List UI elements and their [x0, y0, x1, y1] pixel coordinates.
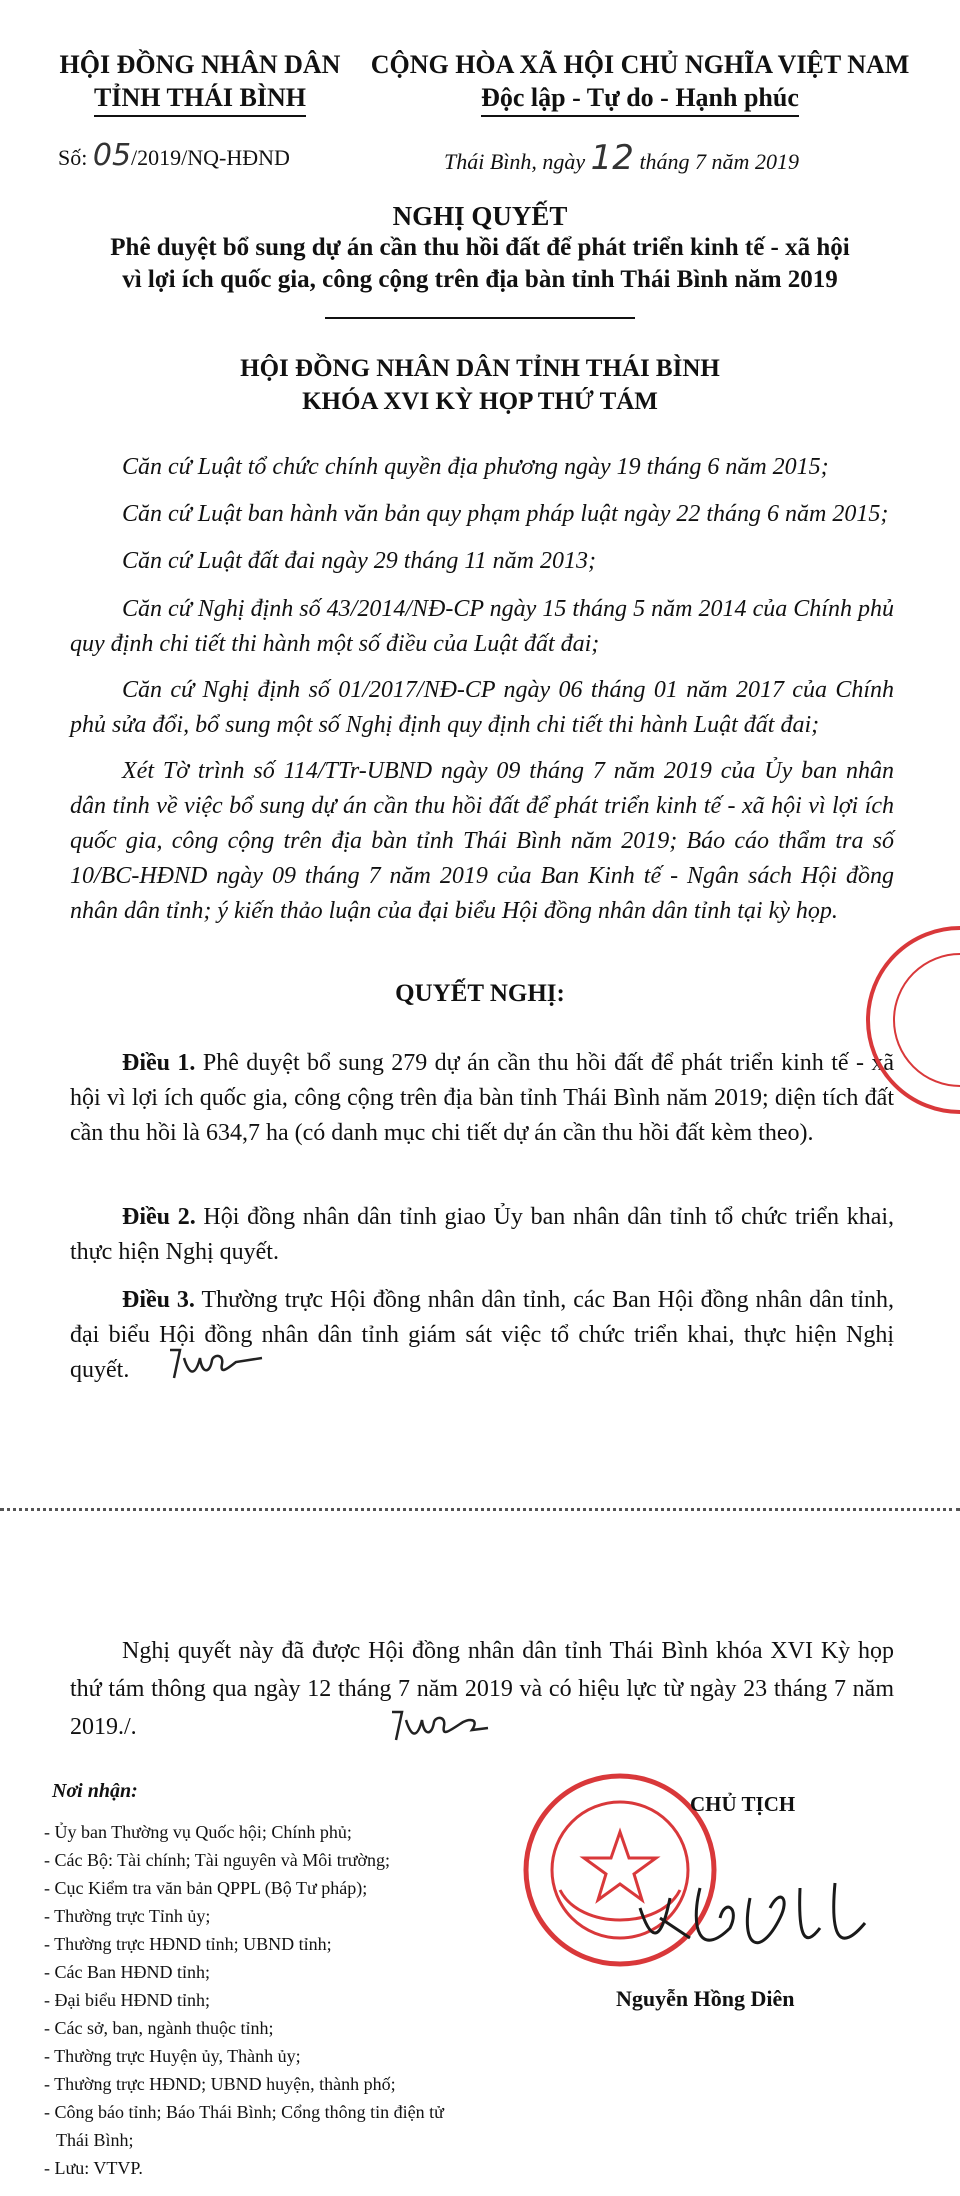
list-item: - Thường trực Tỉnh ủy;	[44, 1906, 211, 1926]
initial-mark-2	[388, 1706, 498, 1746]
article-2: Điều 2. Hội đồng nhân dân tỉnh giao Ủy ban nhân dân tỉnh tổ chức triển khai, thực hiện Nghị quyết.	[70, 1204, 895, 1265]
document-title	[40, 200, 920, 328]
list-item: - Thường trực Huyện ủy, Thành ủy;	[44, 2046, 301, 2066]
list-item: - Ủy ban Thường vụ Quốc hội; Chính phủ;	[44, 1822, 352, 1842]
closing-paragraph: Nghị quyết này đã được Hội đồng nhân dân tỉnh Thái Bình khóa XVI Kỳ họp thứ tám thông qua ngày 12 tháng 7 năm 2019 và có hiệu lực từ ngày 23 tháng 7 năm 2019./.	[70, 1638, 894, 1740]
recipients-heading: Nơi nhận:	[52, 1780, 138, 1802]
signer-name: Nguyễn Hồng Diên	[616, 1986, 795, 2011]
list-item: - Các Bộ: Tài chính; Tài nguyên và Môi trường;	[44, 1850, 391, 1870]
issuing-body	[40, 48, 360, 117]
org-line2: TỈNH THÁI BÌNH	[94, 81, 306, 117]
signer-title: CHỦ TỊCH	[690, 1792, 796, 1816]
list-item: - Thường trực HĐND tỉnh; UBND tỉnh;	[44, 1934, 332, 1954]
article-1: Điều 1. Phê duyệt bổ sung 279 dự án cần thu hồi đất để phát triển kinh tế - xã hội vì lợi ích quốc gia, công cộng trên địa bàn tỉnh Thái Bình năm 2019; diện tích đất cần thu hồi là 634,7 ha (có danh mục chi tiết dự án cần thu hồi đất kèm theo).	[70, 1050, 895, 1146]
list-item: - Đại biểu HĐND tỉnh;	[44, 1990, 210, 2010]
list-item: Thái Bình;	[56, 2130, 134, 2150]
nation-line1: CỘNG HÒA XÃ HỘI CHỦ NGHĨA VIỆT NAM	[370, 50, 910, 79]
page-break	[0, 1508, 960, 1511]
council-heading: HỘI ĐỒNG NHÂN DÂN TỈNH THÁI BÌNH KHÓA XVI KỲ HỌP THỨ TÁM	[240, 355, 720, 415]
document-date: Thái Bình, ngày 12 tháng 7 năm 2019	[444, 138, 799, 178]
list-item: - Các sở, ban, ngành thuộc tỉnh;	[44, 2018, 274, 2038]
document-type: NGHỊ QUYẾT	[392, 201, 568, 231]
recipients-list	[44, 1818, 564, 2182]
nation-motto: Độc lập - Tự do - Hạnh phúc	[481, 81, 799, 117]
basis-1: Căn cứ Luật tổ chức chính quyền địa phương ngày 19 tháng 6 năm 2015;	[122, 454, 829, 480]
seal-fragment	[860, 920, 960, 1120]
document-number: Số: 05/2019/NQ-HĐND	[58, 138, 290, 173]
list-item: - Các Ban HĐND tỉnh;	[44, 1962, 210, 1982]
signature	[630, 1868, 880, 1968]
handwritten-number: 05	[92, 138, 132, 173]
resolution-heading: QUYẾT NGHỊ:	[395, 980, 565, 1007]
basis-5: Căn cứ Nghị định số 01/2017/NĐ-CP ngày 06 tháng 01 năm 2017 của Chính phủ sửa đổi, bổ sung một số Nghị định quy định chi tiết thi hành Luật đất đai;	[70, 677, 894, 738]
basis-2: Căn cứ Luật ban hành văn bản quy phạm pháp luật ngày 22 tháng 6 năm 2015;	[122, 501, 889, 527]
national-header	[350, 48, 930, 117]
list-item: - Cục Kiểm tra văn bản QPPL (Bộ Tư pháp);	[44, 1878, 368, 1898]
article-3: Điều 3. Thường trực Hội đồng nhân dân tỉnh, các Ban Hội đồng nhân dân tỉnh, đại biểu Hội đồng nhân dân tỉnh giám sát việc tổ chức triển khai, thực hiện Nghị quyết.	[70, 1287, 895, 1383]
title-line2: vì lợi ích quốc gia, công cộng trên địa bàn tỉnh Thái Bình năm 2019	[122, 266, 838, 293]
basis-4: Căn cứ Nghị định số 43/2014/NĐ-CP ngày 15 tháng 5 năm 2014 của Chính phủ quy định chi tiết thi hành một số điều của Luật đất đai;	[70, 596, 894, 657]
list-item: - Công báo tỉnh; Báo Thái Bình; Cổng thông tin điện tử	[44, 2102, 444, 2122]
list-item: - Lưu: VTVP.	[44, 2158, 143, 2178]
title-line1: Phê duyệt bổ sung dự án cần thu hồi đất để phát triển kinh tế - xã hội	[110, 234, 850, 261]
title-underline	[325, 317, 635, 319]
initial-mark	[166, 1344, 276, 1384]
handwritten-day: 12	[590, 138, 634, 178]
org-line1: HỘI ĐỒNG NHÂN DÂN	[59, 50, 341, 79]
list-item: - Thường trực HĐND; UBND huyện, thành phố;	[44, 2074, 396, 2094]
basis-6: Xét Tờ trình số 114/TTr-UBND ngày 09 tháng 7 năm 2019 của Ủy ban nhân dân tỉnh về việc bổ sung dự án cần thu hồi đất để phát triển kinh tế - xã hội vì lợi ích quốc gia, công cộng trên địa bàn tỉnh Thái Bình năm 2019; Báo cáo thẩm tra số 10/BC-HĐND ngày 09 tháng 7 năm 2019 của Ban Kinh tế - Ngân sách Hội đồng nhân dân tỉnh; ý kiến thảo luận của đại biểu Hội đồng nhân dân tỉnh tại kỳ họp.	[70, 758, 894, 924]
basis-3: Căn cứ Luật đất đai ngày 29 tháng 11 năm 2013;	[122, 548, 596, 574]
